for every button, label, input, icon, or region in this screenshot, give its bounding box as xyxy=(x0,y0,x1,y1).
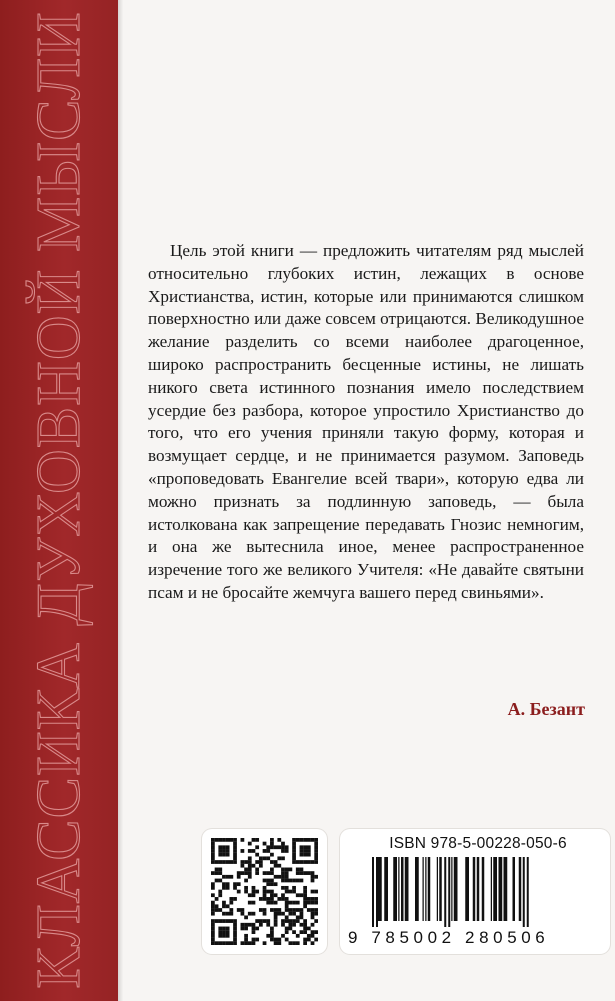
series-title: КЛАССИКА ДУХОВНОЙ МЫСЛИ xyxy=(25,11,93,989)
annotation-text: Цель этой книги — предложить читателям ряд мыслей относительно глубоких истин, лежащих в основе Христианства, истин, которые или принимаются слишком поверхностно или даже совсем отрицаются. Великодушное желание разделить со всеми наиболее драгоценное, широко распространить бесценные истины, не лишать никого света истинного познания имело последствием усердие без разбора, которое упростило Христианство до того, что его учения приняли такую форму, которая и возмущает сердце, и не принимается разумом. Заповедь «проповедовать Евангелие всей твари», которую едва ли можно признать за подлинную заповедь, — была истолкована как запрещение передавать Гнозис немногим, и она же вытеснила иное, менее распространенное изречение того же великого Учителя: «Не давайте святыни псам и не бросайте жемчуга вашего перед свиньями». xyxy=(148,241,584,602)
qr-code-panel xyxy=(202,829,327,954)
ean-number: 9 785002 280506 xyxy=(348,928,550,947)
barcode-icon xyxy=(354,857,598,927)
isbn-label: ISBN 978-5-00228-050-6 xyxy=(389,835,567,852)
author-name: А. Безант xyxy=(507,699,585,719)
barcode-panel xyxy=(340,829,610,954)
spine-band xyxy=(0,0,118,1001)
qr-code-icon xyxy=(211,838,318,945)
